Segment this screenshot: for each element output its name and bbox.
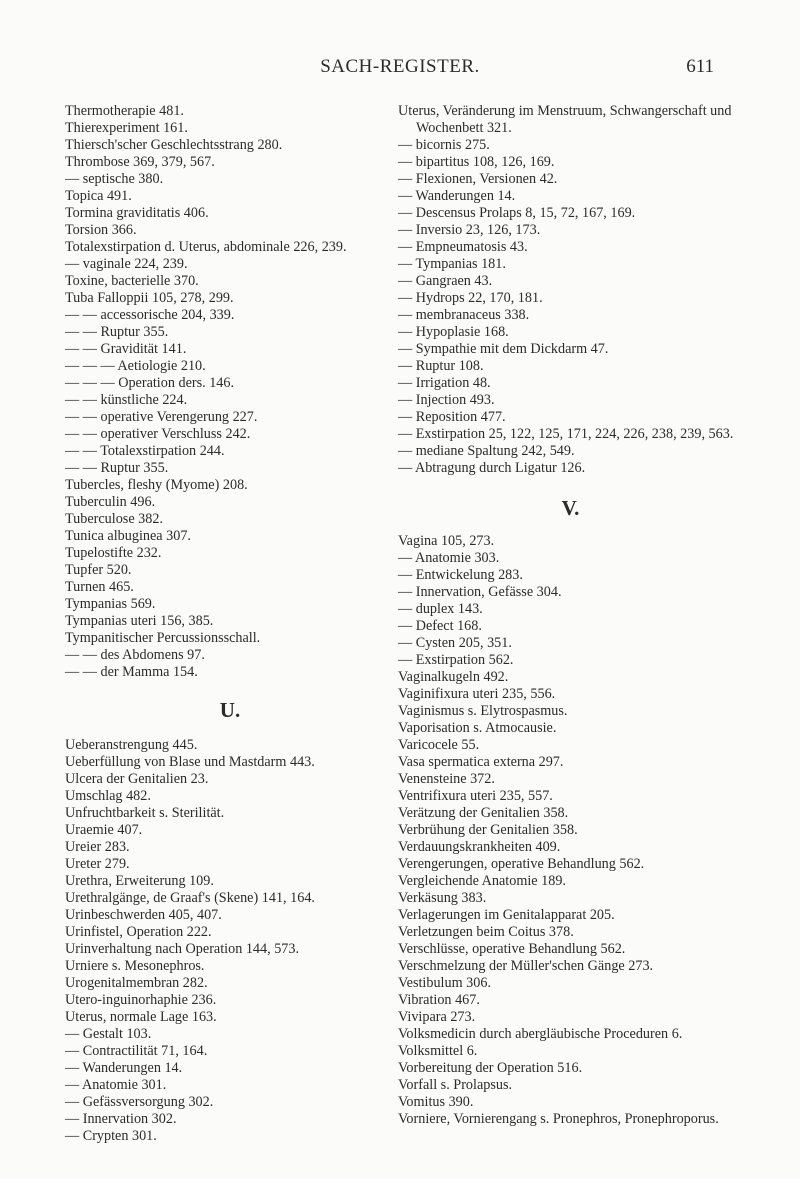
index-entry: Uterus, normale Lage 163.: [65, 1009, 217, 1025]
index-entry: — Hypoplasie 168.: [398, 324, 509, 340]
left-column: [65, 103, 395, 1145]
index-entry: Vaginifixura uteri 235, 556.: [398, 686, 556, 702]
index-entry: — Tympanias 181.: [398, 256, 506, 272]
index-entry: Unfruchtbarkeit s. Sterilität.: [65, 805, 225, 821]
index-entry: Urethralgänge, de Graaf's (Skene) 141, 164.: [65, 890, 315, 906]
index-entry: Uraemie 407.: [65, 822, 143, 838]
index-entry: Utero-inguinorhaphie 236.: [65, 992, 217, 1008]
index-entry: Topica 491.: [65, 188, 132, 204]
index-entry: Totalexstirpation d. Uterus, abdominale 226, 239.: [65, 239, 347, 255]
index-entry: — — accessorische 204, 339.: [65, 307, 235, 323]
index-entry: — bicornis 275.: [398, 137, 490, 153]
index-entry: — Innervation 302.: [65, 1111, 177, 1127]
index-entry: Tympanias uteri 156, 385.: [65, 613, 214, 629]
index-entry: Urinverhaltung nach Operation 144, 573.: [65, 941, 300, 957]
index-entry: Vibration 467.: [398, 992, 480, 1008]
page-number: 611: [686, 56, 714, 77]
index-entry: Tuberculose 382.: [65, 511, 163, 527]
page-title: SACH-REGISTER.: [320, 56, 480, 77]
index-entry: Vorniere, Vornierengang s. Pronephros, Pronephroporus.: [398, 1111, 719, 1127]
index-entry: — Reposition 477.: [398, 409, 506, 425]
index-entry: Tympanias 569.: [65, 596, 156, 612]
index-entry: Ueberfüllung von Blase und Mastdarm 443.: [65, 754, 315, 770]
index-entry: — Abtragung durch Ligatur 126.: [398, 460, 586, 476]
index-entry: Vorfall s. Prolapsus.: [398, 1077, 513, 1093]
index-entry: Volksmittel 6.: [398, 1043, 478, 1059]
index-entry: — — Ruptur 355.: [65, 460, 169, 476]
letter-heading-v: V.: [561, 496, 580, 520]
index-entry: Verlagerungen im Genitalapparat 205.: [398, 907, 615, 923]
entries-t: [65, 103, 395, 681]
index-entry: Urinbeschwerden 405, 407.: [65, 907, 222, 923]
index-entry: — Hydrops 22, 170, 181.: [398, 290, 543, 306]
index-entry: — — operative Verengerung 227.: [65, 409, 258, 425]
index-entry: Tympanitischer Percussionsschall.: [65, 630, 261, 646]
index-entry: Verschlüsse, operative Behandlung 562.: [398, 941, 626, 957]
index-entry: — Flexionen, Versionen 42.: [398, 171, 558, 187]
index-entry: Urethra, Erweiterung 109.: [65, 873, 214, 889]
index-entry: — Exstirpation 25, 122, 125, 171, 224, 226, 238, 239, 563.: [398, 426, 734, 442]
index-entry: — — des Abdomens 97.: [65, 647, 205, 663]
index-entry: Verätzung der Genitalien 358.: [398, 805, 569, 821]
index-entry: — Contractilität 71, 164.: [65, 1043, 208, 1059]
index-entry: — Gefässversorgung 302.: [65, 1094, 214, 1110]
index-entry: Tuberculin 496.: [65, 494, 156, 510]
index-entry: — Empneumatosis 43.: [398, 239, 528, 255]
index-entry: — — Totalexstirpation 244.: [65, 443, 225, 459]
index-entry: Torsion 366.: [65, 222, 137, 238]
index-entry: — Cysten 205, 351.: [398, 635, 512, 651]
index-entry: Thierexperiment 161.: [65, 120, 188, 136]
entries-uterus-continued: [398, 103, 743, 477]
index-entry: Urinfistel, Operation 222.: [65, 924, 212, 940]
index-entry: — septische 380.: [65, 171, 164, 187]
index-entry: — — Ruptur 355.: [65, 324, 169, 340]
index-entry: Ureier 283.: [65, 839, 130, 855]
index-entry: — — Gravidität 141.: [65, 341, 187, 357]
index-entry: — — operativer Verschluss 242.: [65, 426, 251, 442]
index-entry: — bipartitus 108, 126, 169.: [398, 154, 555, 170]
index-entry: — Exstirpation 562.: [398, 652, 514, 668]
entries-v: [398, 533, 743, 1128]
page-header: [0, 56, 800, 80]
index-entry: Vaginalkugeln 492.: [398, 669, 509, 685]
index-entry: — Crypten 301.: [65, 1128, 157, 1144]
index-entry: Vaginismus s. Elytrospasmus.: [398, 703, 568, 719]
index-entry: — duplex 143.: [398, 601, 483, 617]
index-entry: Tupelostifte 232.: [65, 545, 162, 561]
index-entry: Ureter 279.: [65, 856, 130, 872]
index-entry: — Gestalt 103.: [65, 1026, 152, 1042]
index-entry: — mediane Spaltung 242, 549.: [398, 443, 575, 459]
index-entry: Turnen 465.: [65, 579, 134, 595]
index-entry: Ventrifixura uteri 235, 557.: [398, 788, 553, 804]
index-entry: Ueberanstrengung 445.: [65, 737, 198, 753]
index-entry: Venensteine 372.: [398, 771, 495, 787]
index-entry: — Wanderungen 14.: [398, 188, 516, 204]
index-entry: Thrombose 369, 379, 567.: [65, 154, 215, 170]
index-entry: Vagina 105, 273.: [398, 533, 495, 549]
index-entry: Thermotherapie 481.: [65, 103, 184, 119]
index-entry: Verdauungskrankheiten 409.: [398, 839, 561, 855]
index-entry: Urniere s. Mesonephros.: [65, 958, 205, 974]
index-entry: Tuba Falloppii 105, 278, 299.: [65, 290, 234, 306]
right-column: [398, 103, 743, 1128]
index-entry: — Gangraen 43.: [398, 273, 493, 289]
index-entry: — Inversio 23, 126, 173.: [398, 222, 541, 238]
index-entry: Vasa spermatica externa 297.: [398, 754, 564, 770]
index-entry: — Entwickelung 283.: [398, 567, 523, 583]
index-entry: — Ruptur 108.: [398, 358, 484, 374]
index-entry: Vomitus 390.: [398, 1094, 474, 1110]
index-entry: — membranaceus 338.: [398, 307, 530, 323]
index-entry: — Irrigation 48.: [398, 375, 491, 391]
index-entry: Tunica albuginea 307.: [65, 528, 191, 544]
entries-u: [65, 737, 395, 1145]
index-entry: Verschmelzung der Müller'schen Gänge 273.: [398, 958, 654, 974]
index-entry: Thiersch'scher Geschlechtsstrang 280.: [65, 137, 283, 153]
index-entry: — — künstliche 224.: [65, 392, 188, 408]
index-entry: — Defect 168.: [398, 618, 482, 634]
index-entry: — vaginale 224, 239.: [65, 256, 188, 272]
index-entry: — Injection 493.: [398, 392, 495, 408]
index-entry: Ulcera der Genitalien 23.: [65, 771, 209, 787]
index-entry: Vaporisation s. Atmocausie.: [398, 720, 557, 736]
index-entry: Verletzungen beim Coitus 378.: [398, 924, 574, 940]
index-entry: — — — Operation ders. 146.: [65, 375, 235, 391]
index-entry: Verbrühung der Genitalien 358.: [398, 822, 578, 838]
index-entry: Vergleichende Anatomie 189.: [398, 873, 566, 889]
index-entry: Vivipara 273.: [398, 1009, 476, 1025]
index-entry: Verengerungen, operative Behandlung 562.: [398, 856, 645, 872]
index-entry: Uterus, Veränderung im Menstruum, Schwangerschaft und Wochenbett 321.: [398, 103, 732, 136]
letter-heading-u: U.: [219, 698, 241, 722]
index-entry: Tubercles, fleshy (Myome) 208.: [65, 477, 248, 493]
index-entry: Volksmedicin durch abergläubische Proceduren 6.: [398, 1026, 683, 1042]
index-entry: — Sympathie mit dem Dickdarm 47.: [398, 341, 609, 357]
index-entry: Vestibulum 306.: [398, 975, 492, 991]
index-entry: — Anatomie 301.: [65, 1077, 167, 1093]
index-entry: Vorbereitung der Operation 516.: [398, 1060, 583, 1076]
index-entry: — Descensus Prolaps 8, 15, 72, 167, 169.: [398, 205, 636, 221]
index-entry: — — — Aetiologie 210.: [65, 358, 206, 374]
index-entry: Varicocele 55.: [398, 737, 480, 753]
index-entry: Urogenitalmembran 282.: [65, 975, 208, 991]
index-entry: Tupfer 520.: [65, 562, 132, 578]
index-entry: Umschlag 482.: [65, 788, 151, 804]
index-entry: — — der Mamma 154.: [65, 664, 198, 680]
index-entry: — Anatomie 303.: [398, 550, 500, 566]
index-entry: Toxine, bacterielle 370.: [65, 273, 199, 289]
index-entry: Verkäsung 383.: [398, 890, 487, 906]
index-entry: — Innervation, Gefässe 304.: [398, 584, 562, 600]
index-entry: Tormina graviditatis 406.: [65, 205, 209, 221]
index-entry: — Wanderungen 14.: [65, 1060, 183, 1076]
